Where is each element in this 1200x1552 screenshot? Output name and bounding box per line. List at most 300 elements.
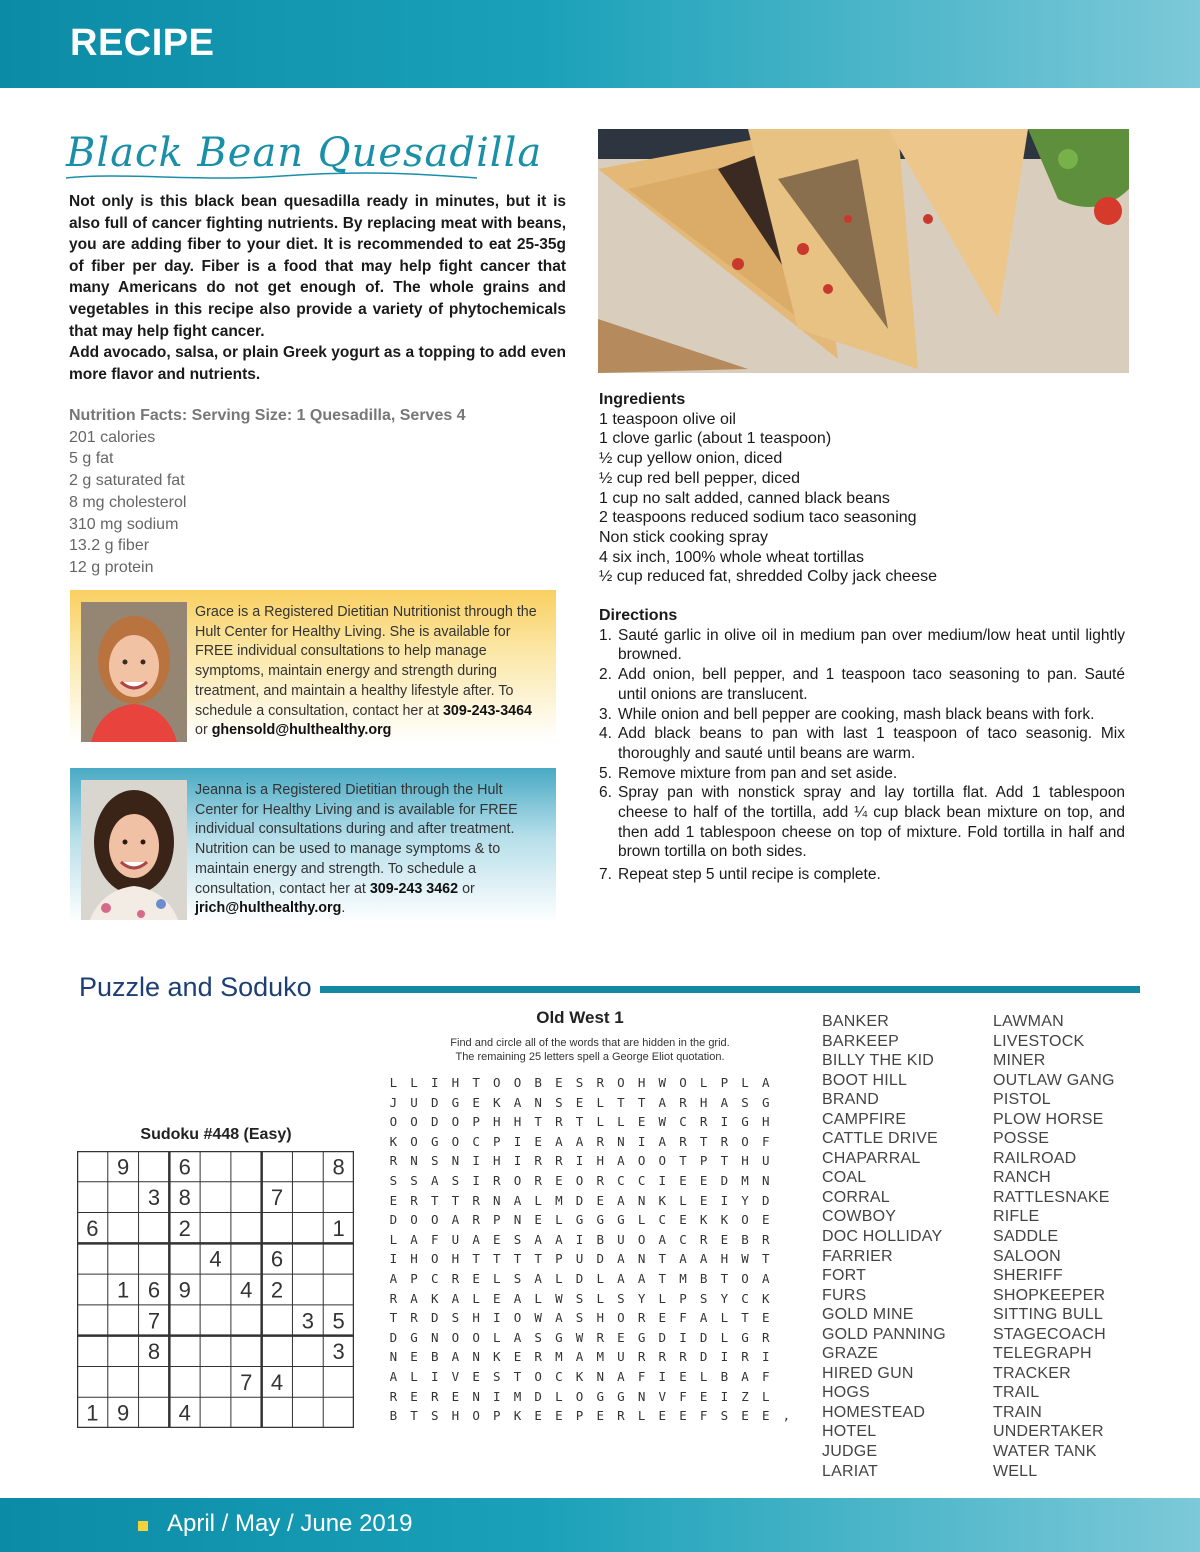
wordsearch-letter[interactable]: L [637, 1212, 646, 1228]
wordsearch-letter[interactable]: T [451, 1192, 460, 1208]
wordsearch-letter[interactable]: G [575, 1212, 584, 1228]
wordsearch-letter[interactable]: D [430, 1094, 439, 1110]
wordsearch-letter[interactable]: P [555, 1251, 563, 1267]
wordsearch-letter[interactable]: A [761, 1075, 770, 1090]
sudoku-cell[interactable]: 1 [86, 1400, 99, 1426]
wordsearch-letter[interactable]: O [679, 1075, 687, 1090]
wordsearch-letter[interactable]: O [637, 1231, 646, 1247]
sudoku-cell[interactable]: 8 [332, 1154, 345, 1180]
wordsearch-letter[interactable]: N [389, 1349, 398, 1365]
wordsearch-letter[interactable]: P [472, 1114, 480, 1130]
wordsearch-letter[interactable]: R [658, 1349, 667, 1365]
wordsearch-letter[interactable]: G [596, 1388, 604, 1404]
wordsearch-letter[interactable]: P [410, 1270, 418, 1286]
wordsearch-letter[interactable]: S [389, 1172, 398, 1188]
wordsearch-letter[interactable]: O [472, 1329, 480, 1345]
sudoku-cell[interactable]: 6 [86, 1215, 99, 1241]
sudoku-cell[interactable]: 1 [117, 1277, 130, 1303]
wordsearch-letter[interactable]: H [637, 1075, 646, 1090]
sudoku-cell[interactable]: 7 [240, 1369, 253, 1395]
wordsearch-letter[interactable]: E [761, 1310, 770, 1326]
wordsearch-letter[interactable]: O [451, 1329, 460, 1345]
wordsearch-letter[interactable]: I [575, 1231, 584, 1247]
wordsearch-letter[interactable]: A [534, 1270, 542, 1286]
wordsearch-letter[interactable]: U [451, 1231, 460, 1247]
wordsearch-letter[interactable]: I [513, 1153, 522, 1169]
sudoku-cell[interactable]: 4 [209, 1246, 222, 1272]
wordsearch-letter[interactable]: L [720, 1329, 729, 1345]
wordsearch-letter[interactable]: E [658, 1310, 667, 1326]
wordsearch-letter[interactable]: S [451, 1310, 460, 1326]
wordsearch-letter[interactable]: T [658, 1270, 667, 1286]
wordsearch-letter[interactable]: R [617, 1408, 625, 1424]
sudoku-cell[interactable]: 6 [270, 1246, 284, 1272]
wordsearch-letter[interactable]: D [389, 1329, 398, 1345]
wordsearch-letter[interactable]: C [637, 1172, 646, 1188]
wordsearch-letter[interactable]: R [389, 1290, 398, 1306]
wordsearch-letter[interactable]: J [389, 1094, 398, 1110]
wordsearch-grid[interactable] [383, 1073, 803, 1426]
wordsearch-letter[interactable]: D [699, 1329, 708, 1345]
wordsearch-letter[interactable]: R [534, 1153, 542, 1169]
wordsearch-letter[interactable]: S [513, 1270, 522, 1286]
wordsearch-letter[interactable]: A [658, 1094, 667, 1110]
wordsearch-letter[interactable]: I [720, 1349, 729, 1365]
sudoku-cell[interactable]: 6 [147, 1277, 161, 1303]
wordsearch-letter[interactable]: G [761, 1094, 770, 1110]
wordsearch-letter[interactable]: R [389, 1153, 398, 1169]
wordsearch-letter[interactable]: E [679, 1172, 687, 1188]
wordsearch-letter[interactable]: A [513, 1329, 522, 1345]
wordsearch-letter[interactable]: L [410, 1075, 418, 1090]
wordsearch-letter[interactable]: A [679, 1251, 687, 1267]
wordsearch-letter[interactable]: P [720, 1075, 729, 1090]
wordsearch-letter[interactable]: A [658, 1133, 667, 1149]
wordsearch-letter[interactable]: B [534, 1075, 542, 1090]
wordsearch-letter[interactable]: H [720, 1251, 729, 1267]
wordsearch-letter[interactable]: P [679, 1290, 687, 1306]
wordsearch-letter[interactable]: R [720, 1133, 729, 1149]
wordsearch-letter[interactable]: R [679, 1349, 687, 1365]
wordsearch-letter[interactable]: R [472, 1212, 480, 1228]
sudoku-cell[interactable]: 9 [117, 1154, 130, 1180]
wordsearch-letter[interactable]: H [493, 1114, 501, 1130]
wordsearch-letter[interactable]: B [596, 1231, 604, 1247]
wordsearch-letter[interactable]: A [741, 1368, 749, 1384]
wordsearch-letter[interactable]: C [430, 1270, 439, 1286]
wordsearch-letter[interactable]: O [741, 1212, 749, 1228]
wordsearch-letter[interactable]: R [637, 1310, 646, 1326]
wordsearch-letter[interactable]: M [555, 1349, 563, 1365]
wordsearch-letter[interactable]: O [513, 1172, 522, 1188]
wordsearch-letter[interactable]: O [410, 1133, 418, 1149]
wordsearch-letter[interactable]: U [575, 1251, 584, 1267]
wordsearch-letter[interactable]: K [575, 1368, 584, 1384]
wordsearch-letter[interactable]: I [430, 1368, 439, 1384]
wordsearch-letter[interactable]: C [679, 1231, 687, 1247]
wordsearch-letter[interactable]: L [658, 1290, 667, 1306]
wordsearch-letter[interactable]: L [596, 1290, 604, 1306]
wordsearch-letter[interactable]: W [534, 1310, 542, 1326]
wordsearch-letter[interactable]: O [534, 1368, 542, 1384]
wordsearch-letter[interactable]: K [430, 1290, 439, 1306]
wordsearch-letter[interactable]: W [658, 1075, 667, 1090]
wordsearch-letter[interactable]: I [679, 1329, 687, 1345]
wordsearch-letter[interactable]: C [617, 1172, 625, 1188]
wordsearch-letter[interactable]: A [513, 1192, 522, 1208]
wordsearch-letter[interactable]: S [534, 1329, 542, 1345]
wordsearch-letter[interactable]: N [472, 1349, 480, 1365]
wordsearch-letter[interactable]: O [617, 1075, 625, 1090]
wordsearch-letter[interactable]: S [451, 1172, 460, 1188]
wordsearch-letter[interactable]: S [741, 1094, 749, 1110]
wordsearch-letter[interactable]: R [534, 1349, 542, 1365]
wordsearch-letter[interactable]: L [741, 1075, 749, 1090]
wordsearch-letter[interactable]: F [679, 1310, 687, 1326]
wordsearch-letter[interactable]: R [596, 1133, 604, 1149]
wordsearch-letter[interactable]: C [741, 1290, 749, 1306]
wordsearch-letter[interactable]: G [741, 1329, 749, 1345]
wordsearch-letter[interactable]: N [761, 1172, 770, 1188]
wordsearch-letter[interactable]: I [720, 1192, 729, 1208]
wordsearch-letter[interactable]: A [451, 1349, 460, 1365]
wordsearch-letter[interactable]: L [534, 1290, 542, 1306]
wordsearch-letter[interactable]: I [430, 1075, 439, 1090]
wordsearch-letter[interactable]: A [534, 1231, 542, 1247]
wordsearch-letter[interactable]: B [430, 1349, 439, 1365]
wordsearch-letter[interactable]: M [555, 1192, 563, 1208]
wordsearch-letter[interactable]: E [389, 1192, 398, 1208]
wordsearch-letter[interactable]: S [513, 1231, 522, 1247]
wordsearch-letter[interactable]: E [699, 1172, 708, 1188]
wordsearch-letter[interactable]: S [555, 1094, 563, 1110]
wordsearch-letter[interactable]: O [451, 1114, 460, 1130]
wordsearch-letter[interactable]: E [720, 1231, 729, 1247]
wordsearch-letter[interactable]: Z [741, 1388, 749, 1404]
wordsearch-letter[interactable]: A [430, 1172, 439, 1188]
wordsearch-letter[interactable]: E [596, 1408, 604, 1424]
wordsearch-letter[interactable]: P [575, 1408, 584, 1424]
wordsearch-letter[interactable]: F [679, 1388, 687, 1404]
wordsearch-letter[interactable]: E [658, 1408, 667, 1424]
wordsearch-letter[interactable]: R [596, 1172, 604, 1188]
wordsearch-letter[interactable]: I [720, 1114, 729, 1130]
wordsearch-letter[interactable]: H [410, 1251, 418, 1267]
wordsearch-letter[interactable]: A [699, 1310, 708, 1326]
wordsearch-letter[interactable]: A [451, 1212, 460, 1228]
wordsearch-letter[interactable]: R [679, 1094, 687, 1110]
wordsearch-letter[interactable]: D [534, 1388, 542, 1404]
wordsearch-letter[interactable]: H [761, 1114, 770, 1130]
wordsearch-letter[interactable]: N [596, 1368, 604, 1384]
wordsearch-letter[interactable]: I [493, 1310, 501, 1326]
wordsearch-letter[interactable]: E [451, 1388, 460, 1404]
wordsearch-letter[interactable]: T [513, 1368, 522, 1384]
wordsearch-letter[interactable]: U [617, 1231, 625, 1247]
wordsearch-letter[interactable]: O [513, 1075, 522, 1090]
wordsearch-letter[interactable]: R [555, 1114, 563, 1130]
sudoku-cell[interactable]: 5 [332, 1308, 345, 1334]
wordsearch-letter[interactable]: R [637, 1349, 646, 1365]
wordsearch-letter[interactable]: A [555, 1133, 563, 1149]
sudoku-cell[interactable]: 7 [270, 1185, 284, 1211]
wordsearch-letter[interactable]: L [389, 1075, 398, 1090]
wordsearch-letter[interactable]: N [617, 1133, 625, 1149]
wordsearch-letter[interactable]: R [451, 1270, 460, 1286]
wordsearch-letter[interactable]: A [720, 1094, 729, 1110]
wordsearch-letter[interactable]: O [410, 1212, 418, 1228]
wordsearch-letter[interactable]: T [617, 1094, 625, 1110]
wordsearch-letter[interactable]: O [575, 1172, 584, 1188]
wordsearch-letter[interactable]: S [410, 1172, 418, 1188]
wordsearch-letter[interactable]: C [658, 1212, 667, 1228]
wordsearch-letter[interactable]: M [741, 1172, 749, 1188]
wordsearch-letter[interactable]: T [761, 1251, 770, 1267]
sudoku-cell[interactable]: 9 [178, 1277, 191, 1303]
wordsearch-letter[interactable]: T [720, 1270, 729, 1286]
wordsearch-letter[interactable]: G [617, 1388, 625, 1404]
wordsearch-letter[interactable]: T [513, 1251, 522, 1267]
wordsearch-letter[interactable]: T [472, 1251, 480, 1267]
wordsearch-letter[interactable]: I [575, 1153, 584, 1169]
wordsearch-letter[interactable]: K [720, 1212, 729, 1228]
wordsearch-letter[interactable]: B [720, 1368, 729, 1384]
wordsearch-letter[interactable]: A [617, 1192, 625, 1208]
wordsearch-letter[interactable]: D [699, 1349, 708, 1365]
wordsearch-letter[interactable]: H [699, 1094, 708, 1110]
wordsearch-letter[interactable]: N [637, 1251, 646, 1267]
wordsearch-letter[interactable]: E [555, 1075, 563, 1090]
sudoku-cell[interactable]: 4 [240, 1277, 253, 1303]
wordsearch-letter[interactable]: P [493, 1133, 501, 1149]
wordsearch-letter[interactable]: E [555, 1172, 563, 1188]
wordsearch-letter[interactable]: D [761, 1192, 770, 1208]
wordsearch-letter[interactable]: L [679, 1192, 687, 1208]
sudoku-cell[interactable]: 8 [178, 1185, 191, 1211]
wordsearch-letter[interactable]: O [637, 1153, 646, 1169]
wordsearch-letter[interactable]: S [575, 1075, 584, 1090]
wordsearch-letter[interactable]: F [761, 1368, 770, 1384]
sudoku-cell[interactable]: 6 [178, 1154, 191, 1180]
wordsearch-letter[interactable]: T [430, 1192, 439, 1208]
wordsearch-letter[interactable]: H [472, 1310, 480, 1326]
wordsearch-letter[interactable]: K [389, 1133, 398, 1149]
wordsearch-letter[interactable]: O [575, 1388, 584, 1404]
wordsearch-letter[interactable]: K [493, 1349, 501, 1365]
wordsearch-letter[interactable]: I [761, 1349, 770, 1365]
wordsearch-letter[interactable]: G [596, 1212, 604, 1228]
wordsearch-letter[interactable]: A [555, 1310, 563, 1326]
wordsearch-letter[interactable]: I [658, 1368, 667, 1384]
sudoku-cell[interactable]: 7 [147, 1308, 161, 1334]
wordsearch-letter[interactable]: T [575, 1114, 584, 1130]
wordsearch-letter[interactable]: A [555, 1231, 563, 1247]
wordsearch-letter[interactable]: E [617, 1329, 625, 1345]
wordsearch-letter[interactable]: , [782, 1408, 791, 1424]
wordsearch-letter[interactable]: O [658, 1153, 667, 1169]
wordsearch-letter[interactable]: A [617, 1153, 625, 1169]
wordsearch-letter[interactable]: E [410, 1388, 418, 1404]
wordsearch-letter[interactable]: R [741, 1349, 749, 1365]
wordsearch-letter[interactable]: W [741, 1251, 749, 1267]
wordsearch-letter[interactable]: N [637, 1192, 646, 1208]
wordsearch-letter[interactable]: H [451, 1251, 460, 1267]
wordsearch-letter[interactable]: U [761, 1153, 770, 1169]
wordsearch-letter[interactable]: L [596, 1094, 604, 1110]
wordsearch-letter[interactable]: S [493, 1368, 501, 1384]
wordsearch-letter[interactable]: H [493, 1153, 501, 1169]
wordsearch-letter[interactable]: T [410, 1408, 418, 1424]
wordsearch-letter[interactable]: D [575, 1270, 584, 1286]
wordsearch-letter[interactable]: I [658, 1172, 667, 1188]
wordsearch-letter[interactable]: A [699, 1251, 708, 1267]
wordsearch-letter[interactable]: E [410, 1349, 418, 1365]
wordsearch-letter[interactable]: T [658, 1251, 667, 1267]
wordsearch-letter[interactable]: L [389, 1231, 398, 1247]
wordsearch-letter[interactable]: O [389, 1114, 398, 1130]
wordsearch-letter[interactable]: E [513, 1349, 522, 1365]
wordsearch-letter[interactable]: L [555, 1270, 563, 1286]
wordsearch-letter[interactable]: C [555, 1368, 563, 1384]
wordsearch-letter[interactable]: O [430, 1212, 439, 1228]
wordsearch-letter[interactable]: E [555, 1408, 563, 1424]
wordsearch-letter[interactable]: L [555, 1212, 563, 1228]
wordsearch-letter[interactable]: L [534, 1192, 542, 1208]
wordsearch-letter[interactable]: T [637, 1094, 646, 1110]
wordsearch-letter[interactable]: E [472, 1368, 480, 1384]
wordsearch-letter[interactable]: E [679, 1408, 687, 1424]
wordsearch-letter[interactable]: E [493, 1290, 501, 1306]
wordsearch-letter[interactable]: O [617, 1310, 625, 1326]
wordsearch-letter[interactable]: R [389, 1388, 398, 1404]
wordsearch-letter[interactable]: I [720, 1388, 729, 1404]
wordsearch-letter[interactable]: G [410, 1329, 418, 1345]
wordsearch-letter[interactable]: N [410, 1153, 418, 1169]
wordsearch-letter[interactable]: R [699, 1114, 708, 1130]
wordsearch-letter[interactable]: D [575, 1192, 584, 1208]
wordsearch-letter[interactable]: E [472, 1270, 480, 1286]
wordsearch-letter[interactable]: O [741, 1133, 749, 1149]
wordsearch-letter[interactable]: D [596, 1251, 604, 1267]
wordsearch-letter[interactable]: E [596, 1192, 604, 1208]
wordsearch-letter[interactable]: A [410, 1290, 418, 1306]
wordsearch-letter[interactable]: W [555, 1290, 563, 1306]
wordsearch-letter[interactable]: E [534, 1133, 542, 1149]
wordsearch-letter[interactable]: K [493, 1094, 501, 1110]
wordsearch-letter[interactable]: Y [637, 1290, 646, 1306]
wordsearch-letter[interactable]: A [513, 1094, 522, 1110]
wordsearch-letter[interactable]: B [699, 1270, 708, 1286]
wordsearch-letter[interactable]: I [513, 1133, 522, 1149]
wordsearch-letter[interactable]: L [493, 1270, 501, 1286]
wordsearch-letter[interactable]: E [679, 1368, 687, 1384]
wordsearch-letter[interactable]: I [472, 1172, 480, 1188]
wordsearch-letter[interactable]: B [741, 1231, 749, 1247]
wordsearch-letter[interactable]: L [637, 1408, 646, 1424]
wordsearch-letter[interactable]: Y [741, 1192, 749, 1208]
wordsearch-letter[interactable]: I [472, 1153, 480, 1169]
wordsearch-letter[interactable]: L [555, 1388, 563, 1404]
wordsearch-letter[interactable]: S [430, 1408, 439, 1424]
wordsearch-letter[interactable]: P [699, 1153, 708, 1169]
wordsearch-letter[interactable]: T [720, 1153, 729, 1169]
wordsearch-letter[interactable]: F [761, 1133, 770, 1149]
wordsearch-letter[interactable]: D [389, 1212, 398, 1228]
wordsearch-letter[interactable]: G [555, 1329, 563, 1345]
sudoku-cell[interactable]: 4 [270, 1369, 284, 1395]
wordsearch-letter[interactable]: L [493, 1329, 501, 1345]
grace-email[interactable]: ghensold@hulthealthy.org [211, 722, 392, 739]
wordsearch-letter[interactable]: P [493, 1408, 501, 1424]
wordsearch-letter[interactable]: S [699, 1290, 708, 1306]
wordsearch-letter[interactable]: W [575, 1329, 584, 1345]
wordsearch-letter[interactable]: L [596, 1270, 604, 1286]
wordsearch-letter[interactable]: A [575, 1349, 584, 1365]
wordsearch-letter[interactable]: V [658, 1388, 667, 1404]
wordsearch-letter[interactable]: K [658, 1192, 667, 1208]
wordsearch-letter[interactable]: E [699, 1192, 708, 1208]
wordsearch-letter[interactable]: A [451, 1290, 460, 1306]
wordsearch-letter[interactable]: D [720, 1172, 729, 1188]
wordsearch-letter[interactable]: D [430, 1310, 439, 1326]
wordsearch-letter[interactable]: A [575, 1133, 584, 1149]
wordsearch-letter[interactable]: E [741, 1408, 749, 1424]
wordsearch-letter[interactable]: Y [720, 1290, 729, 1306]
wordsearch-letter[interactable]: E [761, 1408, 770, 1424]
wordsearch-letter[interactable]: D [658, 1329, 667, 1345]
wordsearch-letter[interactable]: R [596, 1329, 604, 1345]
wordsearch-letter[interactable]: R [555, 1153, 563, 1169]
sudoku-cell[interactable]: 9 [117, 1400, 130, 1426]
wordsearch-letter[interactable]: S [575, 1310, 584, 1326]
wordsearch-letter[interactable]: S [720, 1408, 729, 1424]
wordsearch-letter[interactable]: S [430, 1153, 439, 1169]
sudoku-cell[interactable]: 3 [332, 1339, 345, 1365]
wordsearch-letter[interactable]: T [472, 1075, 480, 1090]
wordsearch-letter[interactable]: H [513, 1114, 522, 1130]
wordsearch-letter[interactable]: O [410, 1114, 418, 1130]
wordsearch-letter[interactable]: N [430, 1329, 439, 1345]
wordsearch-letter[interactable]: S [575, 1290, 584, 1306]
wordsearch-letter[interactable]: E [761, 1212, 770, 1228]
wordsearch-letter[interactable]: R [493, 1172, 501, 1188]
wordsearch-letter[interactable]: T [741, 1310, 749, 1326]
wordsearch-letter[interactable]: R [761, 1329, 770, 1345]
wordsearch-letter[interactable]: E [575, 1094, 584, 1110]
wordsearch-letter[interactable]: O [493, 1075, 501, 1090]
wordsearch-letter[interactable]: S [617, 1290, 625, 1306]
wordsearch-letter[interactable]: L [720, 1310, 729, 1326]
wordsearch-letter[interactable]: G [741, 1114, 749, 1130]
wordsearch-letter[interactable]: D [430, 1114, 439, 1130]
wordsearch-letter[interactable]: A [761, 1270, 770, 1286]
wordsearch-letter[interactable]: A [389, 1368, 398, 1384]
sudoku-grid[interactable] [77, 1151, 354, 1428]
wordsearch-letter[interactable]: O [513, 1310, 522, 1326]
wordsearch-letter[interactable]: R [679, 1133, 687, 1149]
wordsearch-letter[interactable]: A [472, 1231, 480, 1247]
wordsearch-letter[interactable]: G [451, 1094, 460, 1110]
wordsearch-letter[interactable]: R [534, 1172, 542, 1188]
wordsearch-letter[interactable]: E [493, 1231, 501, 1247]
wordsearch-letter[interactable]: A [658, 1231, 667, 1247]
wordsearch-letter[interactable]: L [596, 1114, 604, 1130]
wordsearch-letter[interactable]: E [699, 1388, 708, 1404]
sudoku-cell[interactable]: 2 [270, 1277, 284, 1303]
wordsearch-letter[interactable]: E [534, 1212, 542, 1228]
wordsearch-letter[interactable]: N [451, 1153, 460, 1169]
wordsearch-letter[interactable]: I [493, 1388, 501, 1404]
